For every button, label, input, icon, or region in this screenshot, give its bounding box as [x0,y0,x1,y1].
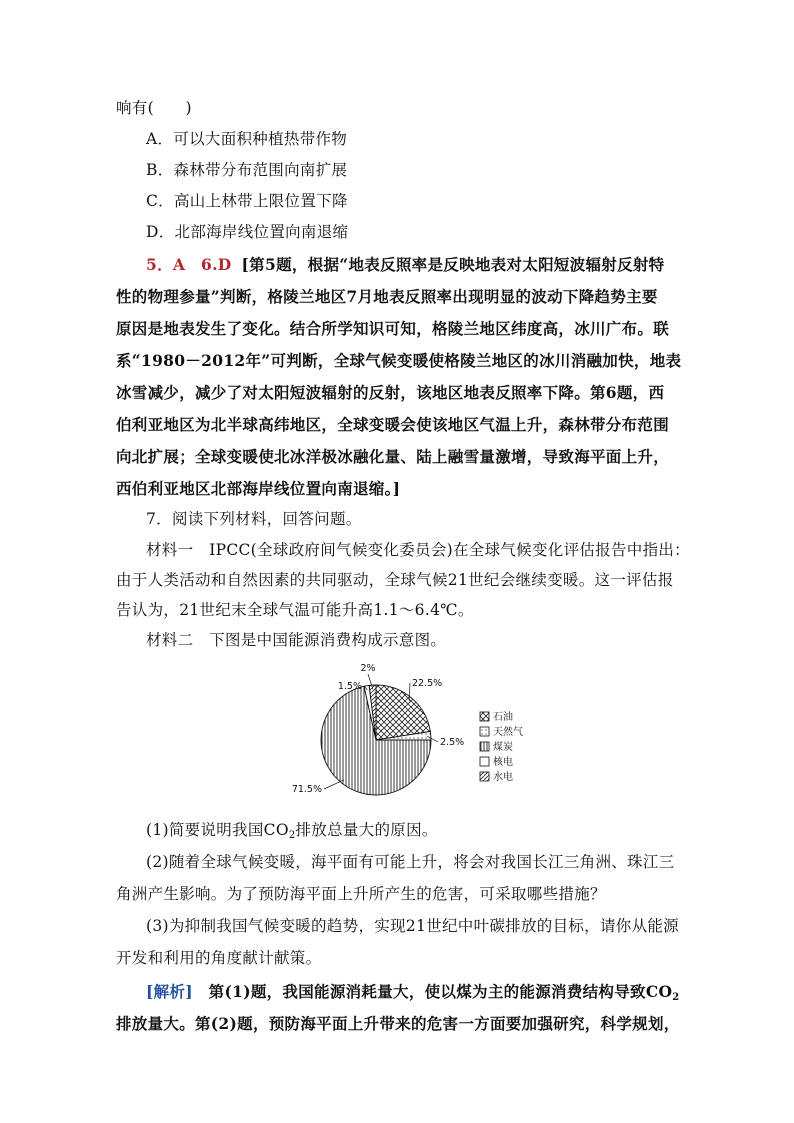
sub-question-3-line-2: 开发和利用的角度献计献策。 [116,949,322,967]
sub-question-3-line-1: (3)为抑制我国气候变暖的趋势，实现21世纪中叶碳排放的目标，请你从能源 [146,917,679,935]
legend-swatch [480,772,489,781]
material-1-line-2: 由于人类活动和自然因素的共同驱动，全球气候21世纪会继续变暖。这一评估报 [116,571,674,589]
q7-stem: 7．阅读下列材料，回答问题。 [146,510,362,528]
option-c: C．高山上林带上限位置下降 [146,192,348,210]
answer-line-1: 5．A 6.D [第5题，根据“地表反照率是反映地表对太阳短波辐射反射特 [146,255,665,274]
answer-key: 5．A 6.D [146,255,232,274]
legend-swatch [480,712,489,721]
material-1-line-1: 材料一 IPCC(全球政府间气候变化委员会)在全球气候变化评估报告中指出： [146,541,690,559]
analysis-line-1: [解析] 第(1)题，我国能源消耗量大，使以煤为主的能源消费结构导致$CO_2$ [146,982,680,1003]
answer-line-3: 原因是地表发生了变化。结合所学知识可知，格陵兰地区纬度高，冰川广布。联 [116,319,670,338]
material-1-line-3: 告认为，21世纪末全球气温可能升高1.1～6.4℃。 [116,601,474,619]
analysis-tag: [解析] [146,982,193,1001]
legend-swatch [480,727,489,736]
question-tail: 响有( ) [116,99,192,117]
option-b: B．森林带分布范围向南扩展 [146,161,348,179]
option-a: A．可以大面积种植热带作物 [146,130,348,148]
pie-data-label: 2% [360,663,376,674]
sub-question-1: (1)简要说明我国$CO_2$排放总量大的原因。 [146,821,438,841]
answer-line-7: 向北扩展；全球变暖使北冰洋极冰融化量、陆上融雪量激增，导致海平面上升， [116,447,670,466]
pie-data-label: 2.5% [440,737,465,748]
answer-line-8: 西伯利亚地区北部海岸线位置向南退缩。] [116,479,401,498]
answer-line-5: 冰雪减少，减少了对太阳短波辐射的反射，该地区地表反照率下降。第6题，西 [116,383,665,402]
legend-label: 煤炭 [493,742,513,753]
legend-swatch [480,757,489,766]
pie-data-label: 71.5% [291,784,322,795]
answer-line-6: 伯利亚地区为北半球高纬地区，全球变暖会使该地区气温上升，森林带分布范围 [116,415,670,434]
legend-label: 水电 [493,772,513,783]
analysis-line-2: 排放量大。第(2)题，预防海平面上升带来的危害一方面要加强研究，科学规划， [116,1014,680,1033]
legend-label: 核电 [493,757,513,768]
pie-data-label: 1.5% [337,681,362,692]
legend-swatch [480,742,489,751]
energy-pie-chart [291,656,560,806]
answer-line-2: 性的物理参量”判断，格陵兰地区7月地表反照率出现明显的波动下降趋势主要 [116,287,658,306]
legend-label: 石油 [493,712,513,723]
pie-slice-1 [376,685,430,740]
answer-line-4: 系“1980－2012年”可判断，全球气候变暖使格陵兰地区的冰川消融加快，地表 [116,351,682,370]
material-2: 材料二 下图是中国能源消费构成示意图。 [146,631,447,649]
sub-question-2-line-2: 角洲产生影响。为了预防海平面上升所产生的危害，可采取哪些措施？ [116,885,606,903]
option-d: D．北部海岸线位置向南退缩 [146,223,349,241]
legend-label: 天然气 [493,727,523,738]
pie-data-label: 22.5% [412,678,443,689]
pie-leader-line [324,780,344,789]
sub-question-2-line-1: (2)随着全球气候变暖，海平面有可能上升，将会对我国长江三角洲、珠江三 [146,853,675,871]
